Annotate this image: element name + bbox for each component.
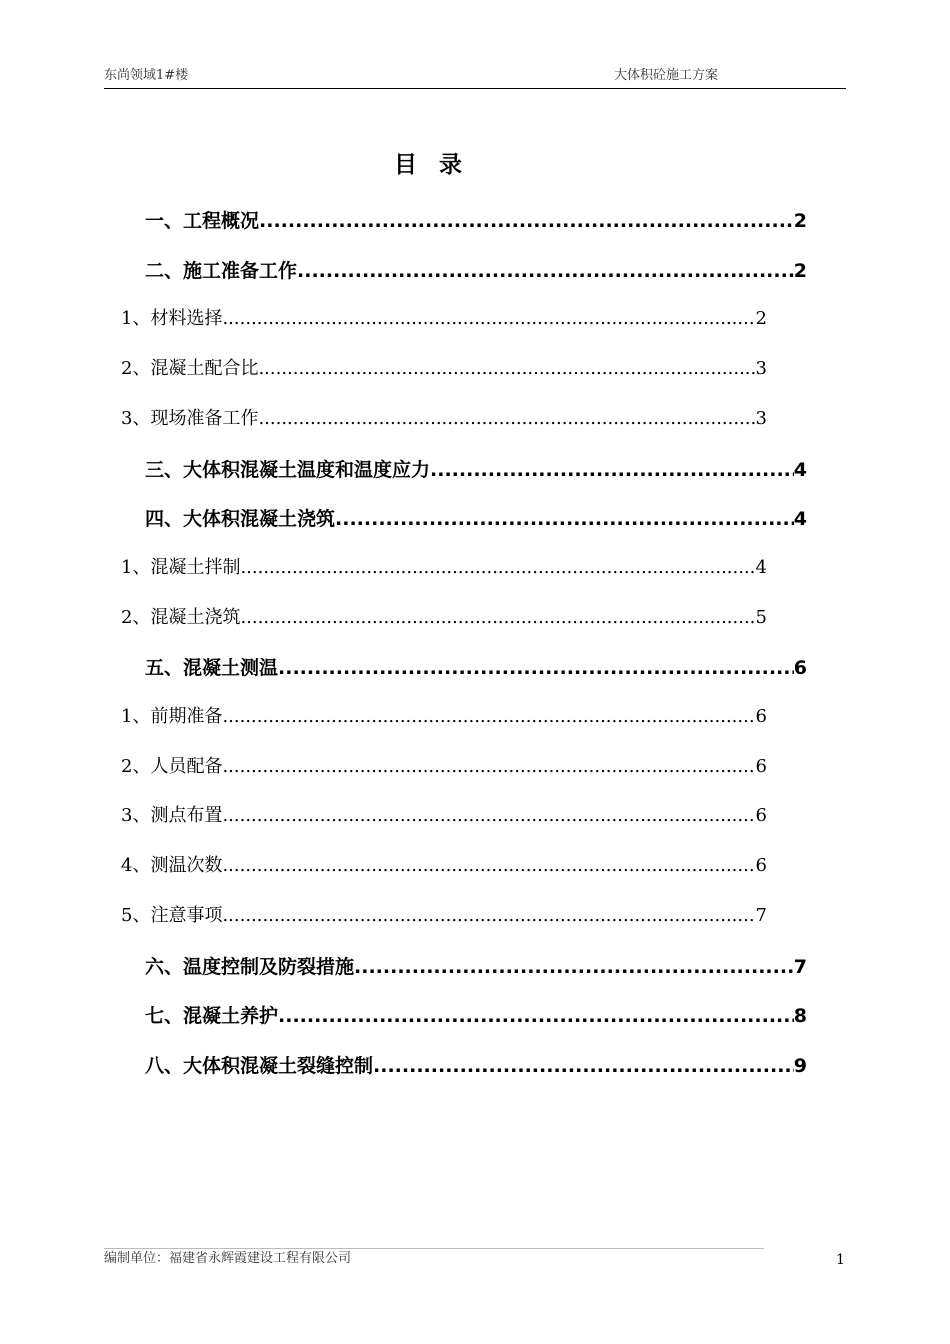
toc-entry-page: 6	[755, 805, 767, 826]
toc-dot-leader	[259, 206, 794, 236]
toc-dot-leader	[240, 553, 755, 583]
toc-entry-page: 3	[755, 358, 767, 379]
toc-dot-leader	[258, 404, 755, 434]
toc-entry-page: 8	[793, 1005, 807, 1027]
toc-entry-label: 三、大体积混凝土温度和温度应力	[145, 459, 431, 481]
toc-chapter-entry[interactable]	[145, 1001, 807, 1031]
toc-dot-leader	[297, 256, 794, 286]
toc-dot-leader	[430, 455, 794, 485]
toc-entry-page: 5	[755, 607, 767, 628]
toc-entry-label: 5、注意事项	[121, 905, 223, 926]
footer-organization: 编制单位：福建省永辉霞建设工程有限公司	[104, 1251, 352, 1266]
toc-chapter-entry[interactable]	[145, 206, 807, 236]
toc-section-entry[interactable]	[121, 702, 767, 732]
toc-entry-label: 二、施工准备工作	[145, 260, 298, 282]
toc-entry-page: 2	[793, 260, 807, 282]
toc-dot-leader	[278, 653, 794, 683]
toc-chapter-entry[interactable]	[145, 504, 807, 534]
toc-entry-page: 3	[755, 408, 767, 429]
toc-dot-leader	[222, 901, 755, 931]
toc-title: 目录	[394, 152, 484, 178]
toc-entry-label: 2、人员配备	[121, 756, 223, 777]
toc-entry-page: 7	[793, 956, 807, 978]
header-project-name: 东尚领域1#楼	[104, 68, 189, 83]
toc-entry-page: 6	[755, 855, 767, 876]
toc-section-entry[interactable]	[121, 304, 767, 334]
toc-entry-page: 4	[793, 508, 807, 530]
toc-section-entry[interactable]	[121, 752, 767, 782]
toc-dot-leader	[222, 851, 755, 881]
toc-dot-leader	[258, 354, 755, 384]
toc-entry-page: 9	[793, 1055, 807, 1077]
toc-section-entry[interactable]	[121, 801, 767, 831]
toc-entry-label: 2、混凝土配合比	[121, 358, 259, 379]
toc-chapter-entry[interactable]	[145, 952, 807, 982]
toc-entry-page: 2	[793, 210, 807, 232]
toc-entry-page: 6	[793, 657, 807, 679]
toc-entry-page: 6	[755, 706, 767, 727]
toc-dot-leader	[222, 702, 755, 732]
toc-dot-leader	[373, 1051, 794, 1081]
toc-dot-leader	[222, 801, 755, 831]
toc-entry-page: 6	[755, 756, 767, 777]
toc-entry-label: 1、前期准备	[121, 706, 223, 727]
toc-entry-page: 7	[755, 905, 767, 926]
toc-entry-page: 4	[793, 459, 807, 481]
toc-section-entry[interactable]	[121, 404, 767, 434]
toc-entry-label: 七、混凝土养护	[145, 1005, 279, 1027]
toc-entry-label: 3、现场准备工作	[121, 408, 259, 429]
toc-entry-label: 2、混凝土浇筑	[121, 607, 241, 628]
toc-chapter-entry[interactable]	[145, 1051, 807, 1081]
toc-entry-page: 4	[755, 557, 767, 578]
toc-entry-label: 3、测点布置	[121, 805, 223, 826]
toc-dot-leader	[222, 752, 755, 782]
toc-section-entry[interactable]	[121, 553, 767, 583]
toc-dot-leader	[354, 952, 794, 982]
toc-dot-leader	[335, 504, 794, 534]
toc-entry-label: 一、工程概况	[145, 210, 260, 232]
toc-entry-label: 六、温度控制及防裂措施	[145, 956, 355, 978]
toc-entry-label: 八、大体积混凝土裂缝控制	[145, 1055, 374, 1077]
toc-dot-leader	[222, 304, 755, 334]
toc-chapter-entry[interactable]	[145, 256, 807, 286]
toc-section-entry[interactable]	[121, 603, 767, 633]
toc-chapter-entry[interactable]	[145, 455, 807, 485]
toc-dot-leader	[240, 603, 755, 633]
toc-entry-label: 四、大体积混凝土浇筑	[145, 508, 336, 530]
toc-entry-label: 五、混凝土测温	[145, 657, 279, 679]
toc-dot-leader	[278, 1001, 794, 1031]
toc-chapter-entry[interactable]	[145, 653, 807, 683]
toc-section-entry[interactable]	[121, 851, 767, 881]
toc-entry-label: 1、材料选择	[121, 308, 223, 329]
footer-divider	[104, 1248, 764, 1249]
toc-section-entry[interactable]	[121, 354, 767, 384]
header-document-title: 大体积砼施工方案	[614, 68, 719, 83]
toc-entry-page: 2	[755, 308, 767, 329]
toc-entry-label: 1、混凝土拌制	[121, 557, 241, 578]
footer-page-number: 1	[836, 1252, 845, 1268]
toc-entry-label: 4、测温次数	[121, 855, 223, 876]
toc-section-entry[interactable]	[121, 901, 767, 931]
